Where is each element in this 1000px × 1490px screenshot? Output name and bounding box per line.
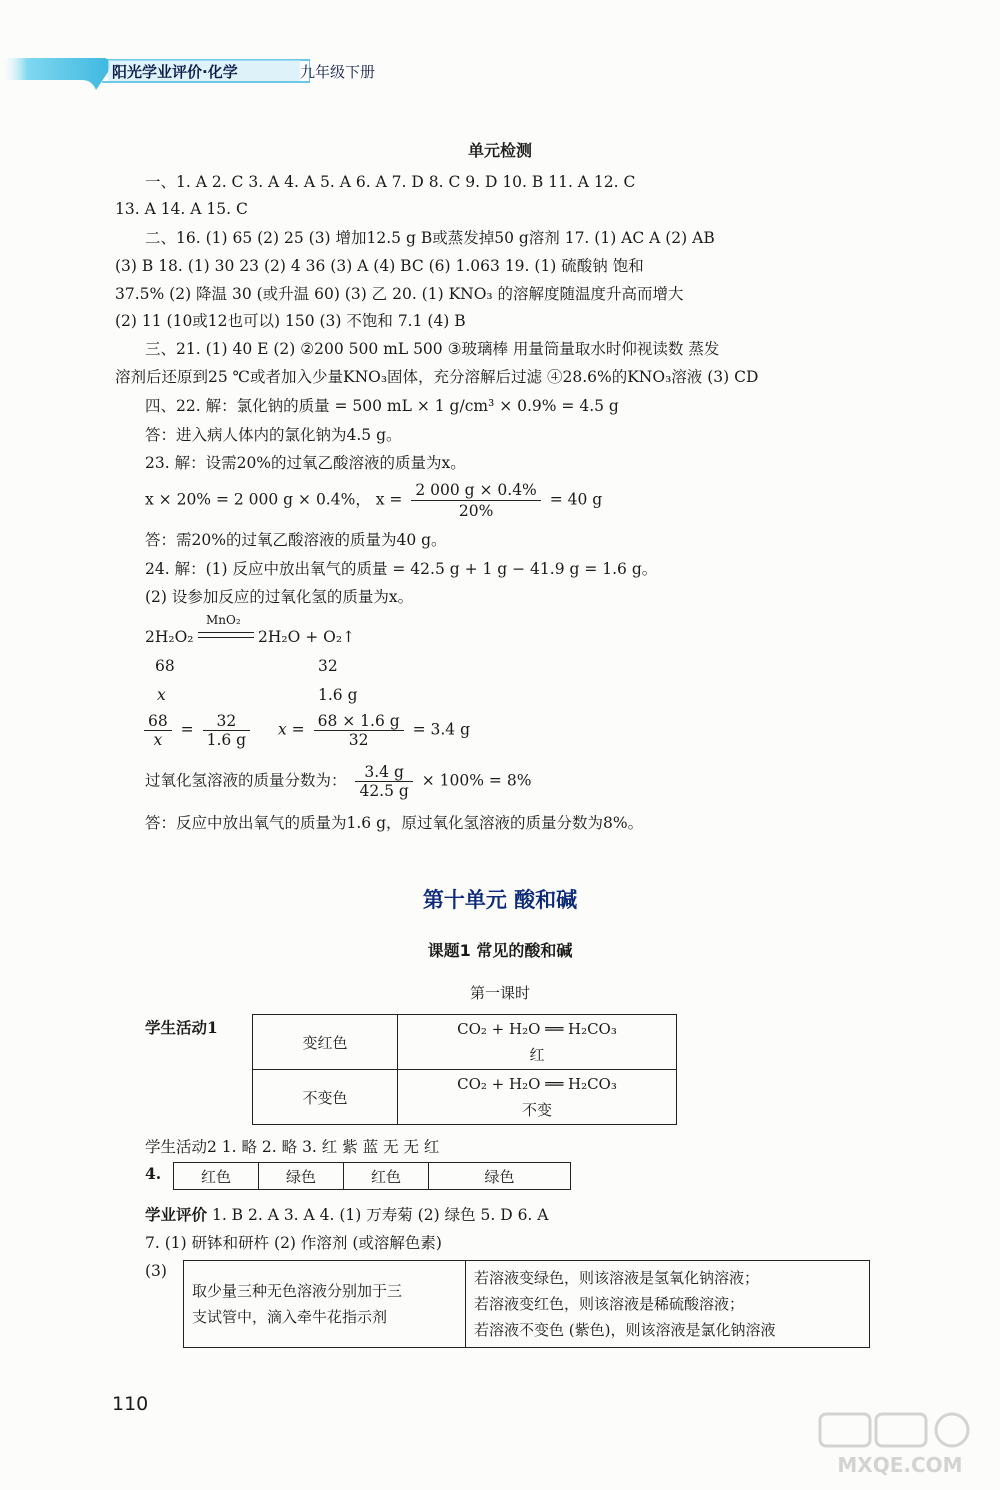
activity1-cell [398, 1070, 677, 1125]
q7-3-table [183, 1260, 870, 1348]
frac-prefix: 过氧化氢溶液的质量分数为： [145, 771, 347, 790]
oxygen-mass: 1.6 g [318, 686, 358, 704]
unit10-title: 第十单元 酸和碱 [422, 888, 578, 912]
activity1-label: 学生活动1 [145, 1018, 218, 1037]
eq23-fraction [411, 480, 540, 521]
answer-line: 三、21. (1) 40 E (2) ②200 500 mL 500 ③玻璃棒 用量筒量取水时仰视读数 蒸发 [145, 340, 720, 358]
activity1-table [252, 1014, 677, 1125]
conclusion-line: 若溶液变红色，则该溶液是稀硫酸溶液； [474, 1295, 745, 1313]
ratio-right-num: 32 [203, 712, 251, 731]
solve-den: 32 [348, 731, 369, 749]
mass-fraction [355, 763, 412, 800]
eval-line [145, 1203, 548, 1225]
molar-mass-h2o2: 68 [155, 657, 175, 675]
table-row [253, 1015, 677, 1070]
q4-table [173, 1162, 571, 1190]
ratio-left-num: 68 [144, 712, 172, 731]
answer-line: 23. 解：设需20%的过氧乙酸溶液的质量为x。 [145, 454, 466, 472]
conclusion-line: 若溶液不变色 (紫色)，则该溶液是氯化钠溶液 [474, 1321, 776, 1339]
q4-cell: 红色 [344, 1163, 429, 1190]
activity1-note: 不变 [521, 1100, 552, 1119]
activity1-cell [398, 1015, 677, 1070]
solve-prefix: x = [278, 720, 305, 739]
frac-num: 3.4 g [355, 763, 412, 782]
procedure-line: 取少量三种无色溶液分别加于三 [192, 1282, 403, 1300]
watermark-text: MXQE.COM [837, 1453, 963, 1477]
unit-test-title: 单元检测 [467, 141, 532, 160]
ratio-equals: = [180, 720, 194, 739]
answer-line: 答：进入病人体内的氯化钠为4.5 g。 [145, 426, 402, 444]
conclusion-line: 若溶液变绿色，则该溶液是氢氧化钠溶液； [474, 1269, 760, 1287]
q4-cell: 红色 [174, 1163, 259, 1190]
ratio-equation [140, 712, 254, 749]
eq23-result: = 40 g [549, 490, 603, 509]
eq23-num: 2 000 g × 0.4% [411, 480, 540, 501]
reaction-reactant: 2H₂O₂ [145, 628, 194, 646]
answer-line: 24. 解：(1) 反应中放出氧气的质量 = 42.5 g + 1 g − 41.9 g = 1.6 g。 [145, 560, 658, 578]
answer-line: 一、1. A 2. C 3. A 4. A 5. A 6. A 7. D 8. C 9. D 10. B 11. A 12. C [145, 173, 636, 191]
answer-line: (2) 设参加反应的过氧化氢的质量为x。 [145, 588, 414, 606]
watermark-logo [810, 1410, 990, 1480]
unknown-x: x [157, 686, 166, 704]
activity1-equation: CO₂ + H₂O ══ H₂CO₃ [457, 1074, 617, 1093]
mass-fraction-equation [145, 763, 531, 800]
activity1-equation: CO₂ + H₂O ══ H₂CO₃ [457, 1019, 617, 1038]
molar-mass-o2: 32 [318, 657, 338, 675]
answer-line: 13. A 14. A 15. C [115, 200, 248, 218]
answer-line: 四、22. 解：氯化钠的质量 = 500 mL × 1 g/cm³ × 0.9% = 4.5 g [145, 397, 619, 415]
table-row [253, 1070, 677, 1125]
grade-label: 九年级下册 [300, 63, 376, 81]
q4-cell: 绿色 [429, 1163, 571, 1190]
equation-23 [145, 480, 602, 521]
q7-line: 7. (1) 研钵和研杵 (2) 作溶剂 (或溶解色素) [145, 1234, 442, 1252]
answer-line: (3) B 18. (1) 30 23 (2) 4 36 (3) A (4) BC (6) 1.063 19. (1) 硫酸钠 饱和 [115, 257, 644, 275]
answer-line: 溶剂后还原到25 ℃或者加入少量KNO₃固体，充分溶解后过滤 ④28.6%的KNO₃溶液 (3) CD [115, 368, 759, 386]
book-title: 阳光学业评价·化学 [112, 63, 238, 81]
q7-3-procedure [184, 1261, 466, 1348]
solve-equation [278, 712, 470, 749]
eq23-left: x × 20% = 2 000 g × 0.4%， x = [145, 490, 403, 509]
ratio-right-fraction [203, 712, 251, 749]
eval-text: 1. B 2. A 3. A 4. (1) 万寿菊 (2) 绿色 5. D 6. A [211, 1206, 549, 1224]
answer-line: 答：需20%的过氧乙酸溶液的质量为40 g。 [145, 531, 447, 549]
reaction-product: 2H₂O + O₂↑ [258, 628, 356, 646]
table-row [184, 1261, 870, 1348]
ratio-left-fraction [144, 712, 172, 749]
answer-line: 二、16. (1) 65 (2) 25 (3) 增加12.5 g B或蒸发掉50 g溶剂 17. (1) AC A (2) AB [145, 229, 715, 247]
ratio-left-den: x [153, 731, 163, 749]
q4-cell: 绿色 [259, 1163, 344, 1190]
table-row [174, 1163, 571, 1190]
q7-3-conclusion [466, 1261, 870, 1348]
solve-result: = 3.4 g [412, 720, 471, 739]
page-number: 110 [112, 1393, 149, 1415]
solve-num: 68 × 1.6 g [314, 712, 404, 731]
watermark-icon [810, 1410, 990, 1480]
q4-label: 4. [145, 1164, 162, 1183]
answer-line: 37.5% (2) 降温 30 (或升温 60) (3) 乙 20. (1) KNO₃ 的溶解度随温度升高而增大 [115, 285, 684, 303]
answer-line: 答：反应中放出氧气的质量为1.6 g，原过氧化氢溶液的质量分数为8%。 [145, 814, 644, 832]
reaction-catalyst: MnO₂ [206, 613, 241, 627]
answer-line: (2) 11 (10或12也可以) 150 (3) 不饱和 7.1 (4) B [115, 312, 466, 330]
lesson-title: 课题1 常见的酸和碱 [427, 941, 573, 960]
procedure-line: 支试管中，滴入牵牛花指示剂 [192, 1308, 388, 1326]
frac-result: × 100% = 8% [421, 771, 532, 790]
eq23-den: 20% [458, 502, 494, 520]
activity1-result: 变红色 [253, 1015, 398, 1070]
reaction-arrow [198, 632, 254, 638]
activity1-note: 红 [529, 1045, 545, 1064]
eval-label: 学业评价 [145, 1206, 208, 1224]
activity2-line: 学生活动2 1. 略 2. 略 3. 红 紫 蓝 无 无 红 [145, 1138, 440, 1156]
frac-den: 42.5 g [359, 782, 409, 800]
period-title: 第一课时 [469, 984, 530, 1002]
activity1-result: 不变色 [253, 1070, 398, 1125]
solve-fraction [314, 712, 404, 749]
ratio-right-den: 1.6 g [206, 731, 247, 749]
q7-3-label: (3) [145, 1262, 167, 1280]
